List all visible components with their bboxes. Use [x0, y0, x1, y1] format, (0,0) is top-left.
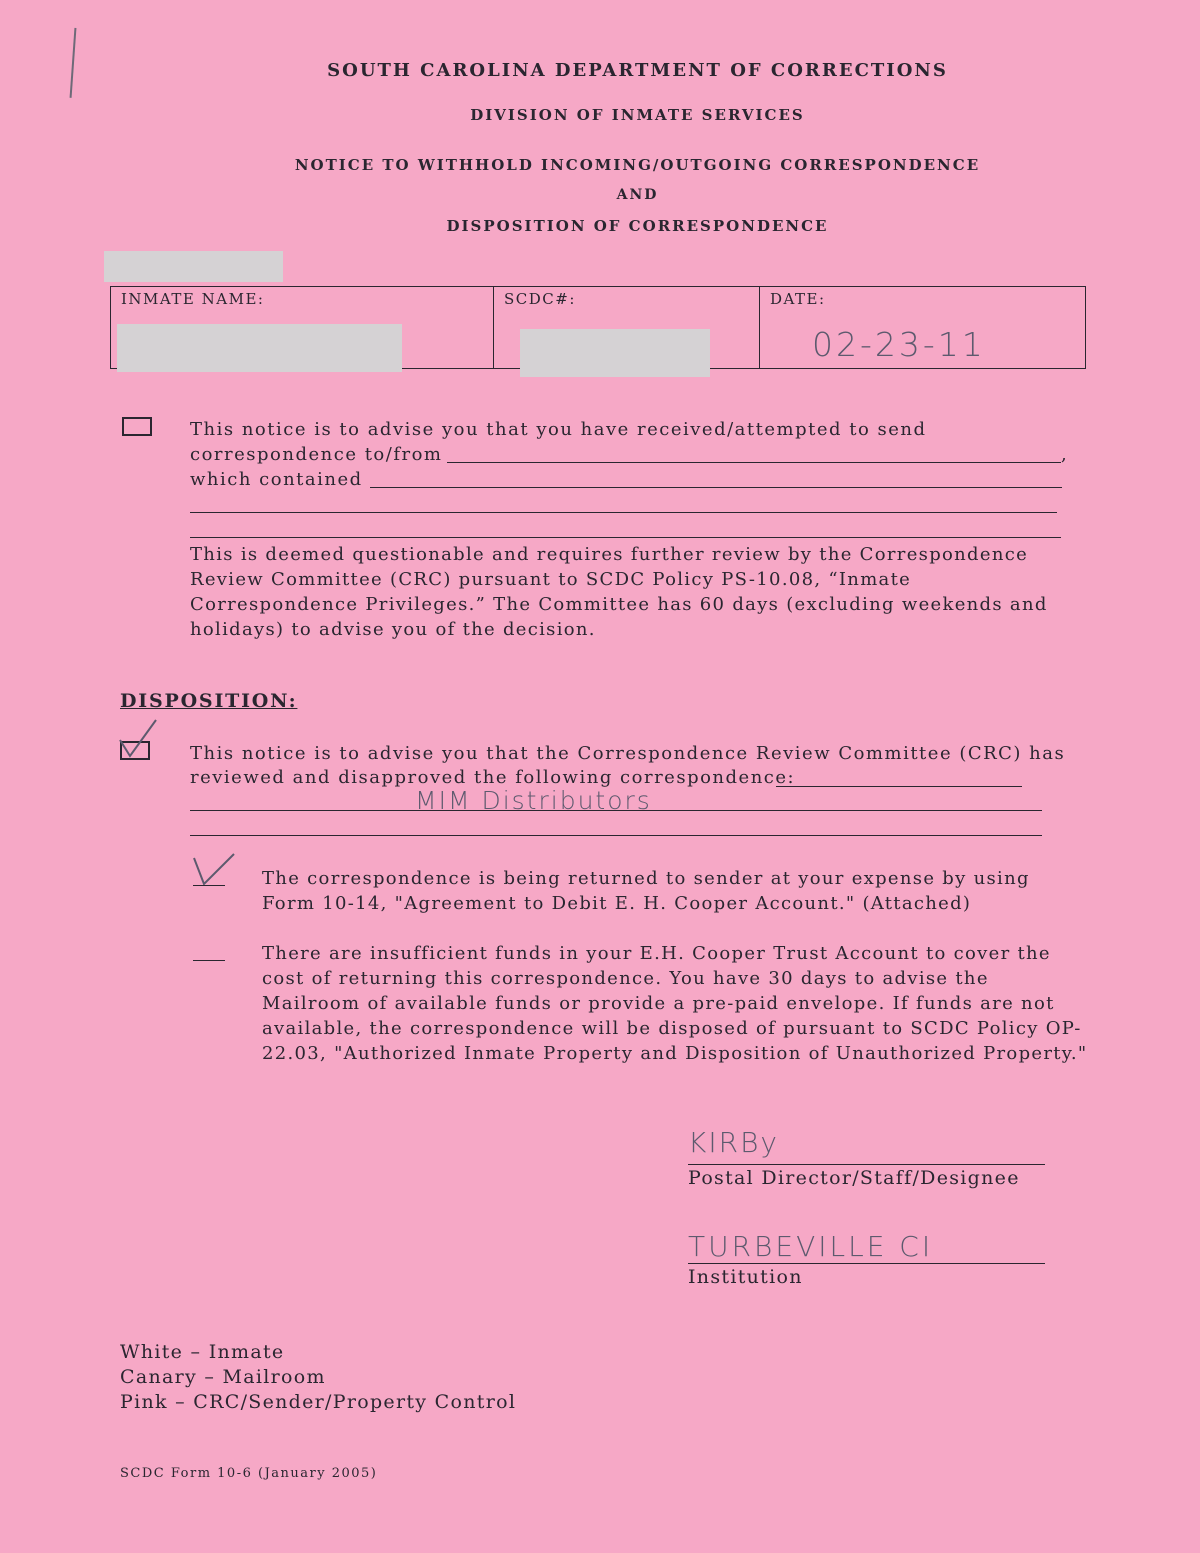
- disposition-line-1: This notice is to advise you that the Correspondence Review Committee (CRC) has: [190, 743, 1066, 764]
- disapproved-blank-2[interactable]: [190, 810, 1042, 811]
- withhold-line-2: correspondence to/from: [190, 444, 443, 465]
- withhold-checkbox[interactable]: [122, 417, 152, 436]
- return-option-text: The correspondence is being returned to sender at your expense by using Form 10-14, "Agreement to Debit E. H. Cooper Account." (Attached): [262, 868, 1030, 914]
- date-value: 02-23-11: [812, 325, 986, 364]
- form-number: SCDC Form 10-6 (January 2005): [120, 1466, 378, 1481]
- copy-canary: Canary – Mailroom: [120, 1366, 326, 1388]
- notice-title-and: AND: [616, 187, 659, 203]
- disposition-heading: DISPOSITION:: [120, 690, 298, 712]
- agency-title: SOUTH CAROLINA DEPARTMENT OF CORRECTIONS: [327, 60, 948, 81]
- comma: ,: [1061, 444, 1069, 465]
- copy-pink: Pink – CRC/Sender/Property Control: [120, 1391, 517, 1413]
- disapproved-item: MIM Distributors: [415, 786, 652, 815]
- copy-white: White – Inmate: [120, 1341, 285, 1363]
- withhold-line-3: which contained: [190, 469, 363, 490]
- inmate-name-cell: [111, 287, 494, 368]
- inmate-name-redaction: [117, 324, 402, 372]
- scdc-number-redaction: [520, 329, 710, 377]
- contents-blank-3[interactable]: [190, 537, 1061, 538]
- scdc-number-cell: [494, 287, 760, 368]
- staff-signature: KIRBy: [688, 1126, 779, 1159]
- institution-value: TURBEVILLE CI: [688, 1230, 934, 1263]
- redaction-box: [104, 251, 283, 282]
- scdc-number-label: SCDC#:: [504, 290, 576, 308]
- disposition-title: DISPOSITION OF CORRESPONDENCE: [446, 217, 829, 235]
- notice-title: NOTICE TO WITHHOLD INCOMING/OUTGOING CORRESPONDENCE: [294, 156, 981, 174]
- date-cell: [760, 287, 1085, 368]
- inmate-info-table: [110, 286, 1086, 369]
- insufficient-funds-blank[interactable]: [193, 960, 225, 961]
- return-option-blank[interactable]: [193, 885, 225, 886]
- institution-label: Institution: [688, 1266, 803, 1288]
- disapproved-blank-1[interactable]: [776, 786, 1022, 787]
- division-title: DIVISION OF INMATE SERVICES: [470, 106, 805, 124]
- insufficient-funds-text: There are insufficient funds in your E.H. Cooper Trust Account to cover the cost of returning this correspondence. You have 30 days to advise the Mailroom of available funds or provide a pre-paid envelope. If funds are not available, the correspondence will be disposed of pursuant to SCDC Policy OP-22.03, "Authorized Inmate Property and Disposition of Unauthorized Property.": [262, 943, 1088, 1064]
- review-paragraph: This is deemed questionable and requires further review by the Correspondence Review Committee (CRC) pursuant to SCDC Policy PS-10.08, “Inmate Correspondence Privileges.” The Committee has 60 days (excluding weekends and holidays) to advise you of the decision.: [190, 544, 1048, 640]
- institution-line[interactable]: [688, 1263, 1045, 1264]
- disapproved-blank-3[interactable]: [190, 835, 1042, 836]
- inmate-name-label: INMATE NAME:: [121, 290, 265, 308]
- return-option-check-icon: [190, 850, 238, 890]
- contents-blank-1[interactable]: [370, 487, 1062, 488]
- staff-signature-label: Postal Director/Staff/Designee: [688, 1167, 1020, 1189]
- date-label: DATE:: [770, 290, 826, 308]
- copy-distribution: [120, 1340, 516, 1415]
- disposition-check-icon: [114, 716, 164, 764]
- withhold-line-1: This notice is to advise you that you have received/attempted to send: [190, 419, 927, 440]
- staff-signature-line[interactable]: [688, 1164, 1045, 1165]
- correspondent-blank[interactable]: [447, 462, 1061, 463]
- disposition-line-2: reviewed and disapproved the following correspondence:: [190, 767, 796, 788]
- contents-blank-2[interactable]: [190, 512, 1057, 513]
